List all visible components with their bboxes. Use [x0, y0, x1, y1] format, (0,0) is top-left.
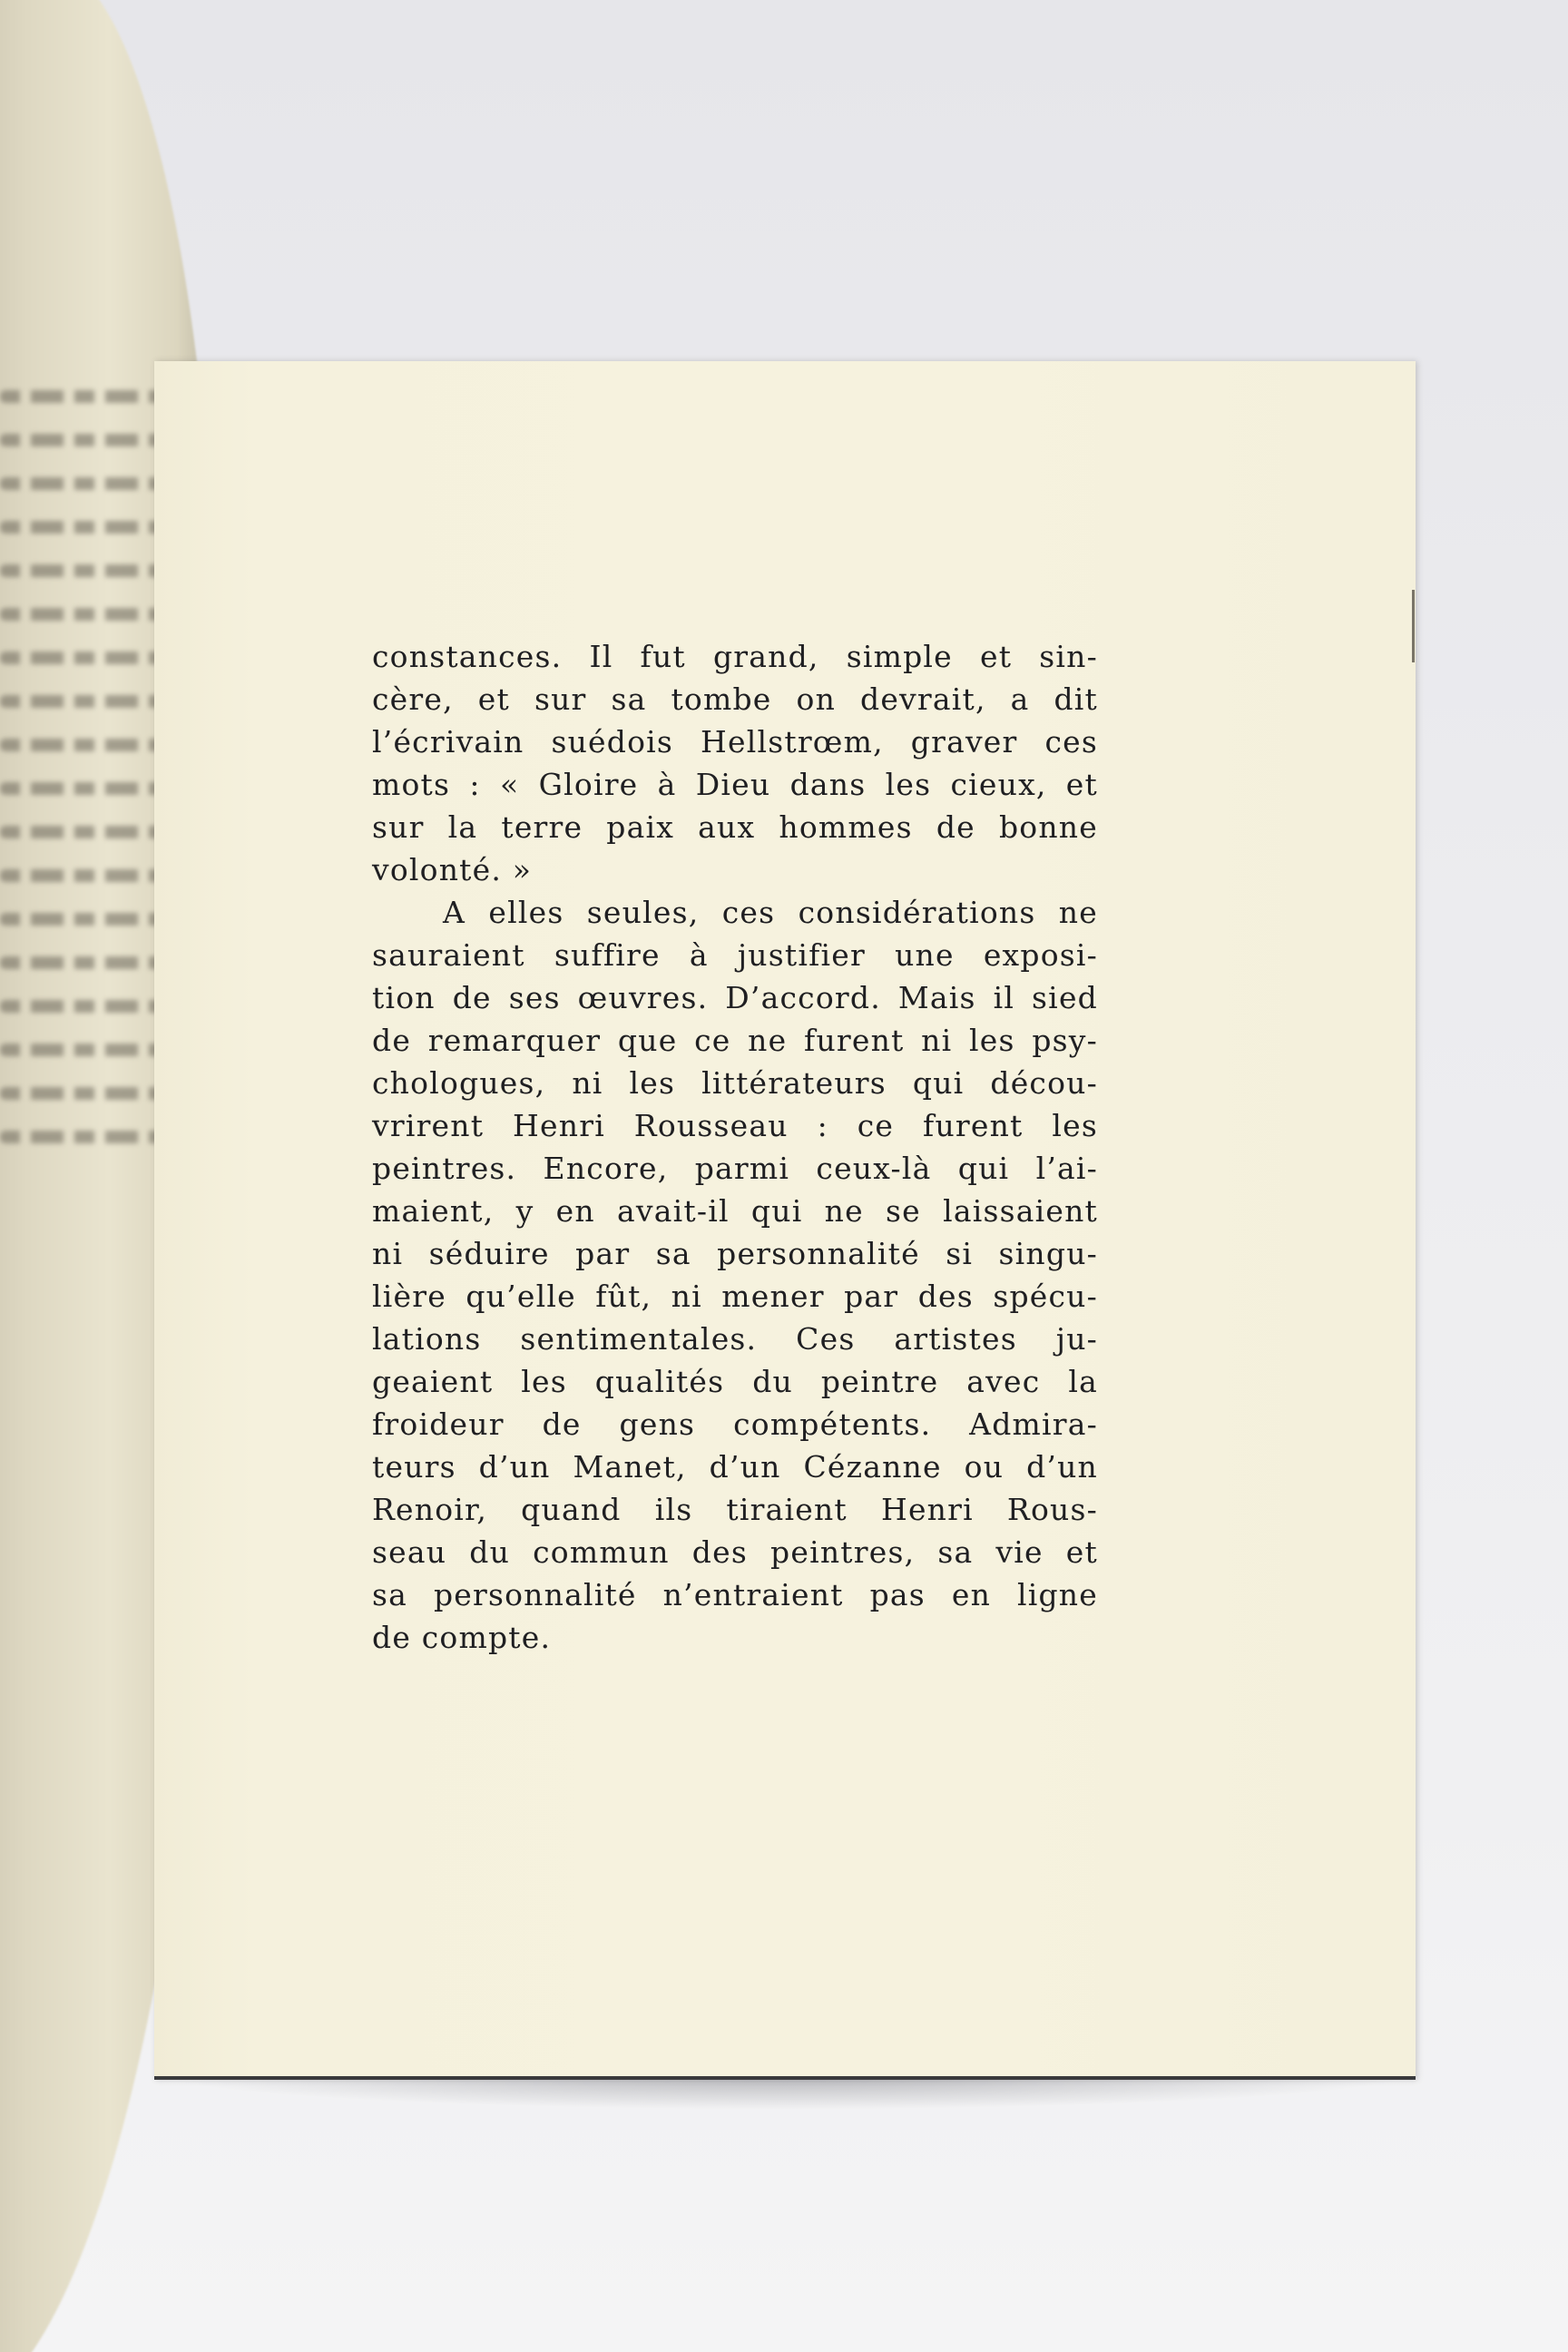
text-line: seau du commun des peintres, sa vie et — [372, 1534, 1098, 1570]
text-line: constances. Il fut grand, simple et sin- — [372, 639, 1098, 674]
text-line: lations sentimentales. Ces artistes ju- — [372, 1321, 1098, 1357]
body-text — [372, 635, 1098, 1659]
text-line: l’écrivain suédois Hellstrœm, graver ces — [372, 724, 1098, 760]
page-edge-mark — [1412, 590, 1415, 662]
text-line: geaient les qualités du peintre avec la — [372, 1364, 1098, 1399]
text-line: Renoir, quand ils tiraient Henri Rous- — [372, 1492, 1098, 1527]
text-line: de compte. — [372, 1620, 552, 1655]
text-line: tion de ses œuvres. D’accord. Mais il sied — [372, 980, 1098, 1015]
text-line: sauraient suffire à justifier une exposi- — [372, 937, 1098, 973]
text-line: A elles seules, ces considérations ne — [443, 895, 1098, 930]
text-line: cère, et sur sa tombe on devrait, a dit — [372, 681, 1098, 717]
text-line: vrirent Henri Rousseau : ce furent les — [372, 1108, 1098, 1143]
text-line: maient, y en avait-il qui ne se laissaient — [372, 1193, 1098, 1229]
text-line: chologues, ni les littérateurs qui décou- — [372, 1065, 1098, 1101]
text-line: peintres. Encore, parmi ceux-là qui l’ai- — [372, 1151, 1098, 1186]
text-line: ni séduire par sa personnalité si singu- — [372, 1236, 1098, 1271]
text-line: sur la terre paix aux hommes de bonne — [372, 809, 1098, 845]
text-line: de remarquer que ce ne furent ni les psy- — [372, 1023, 1098, 1058]
text-line: lière qu’elle fût, ni mener par des spécu- — [372, 1279, 1098, 1314]
text-line: volonté. » — [372, 852, 533, 887]
text-line: froideur de gens compétents. Admira- — [372, 1406, 1098, 1442]
text-line: sa personnalité n’entraient pas en ligne — [372, 1577, 1098, 1612]
text-line: teurs d’un Manet, d’un Cézanne ou d’un — [372, 1449, 1098, 1485]
text-line: mots : « Gloire à Dieu dans les cieux, et — [372, 767, 1098, 802]
